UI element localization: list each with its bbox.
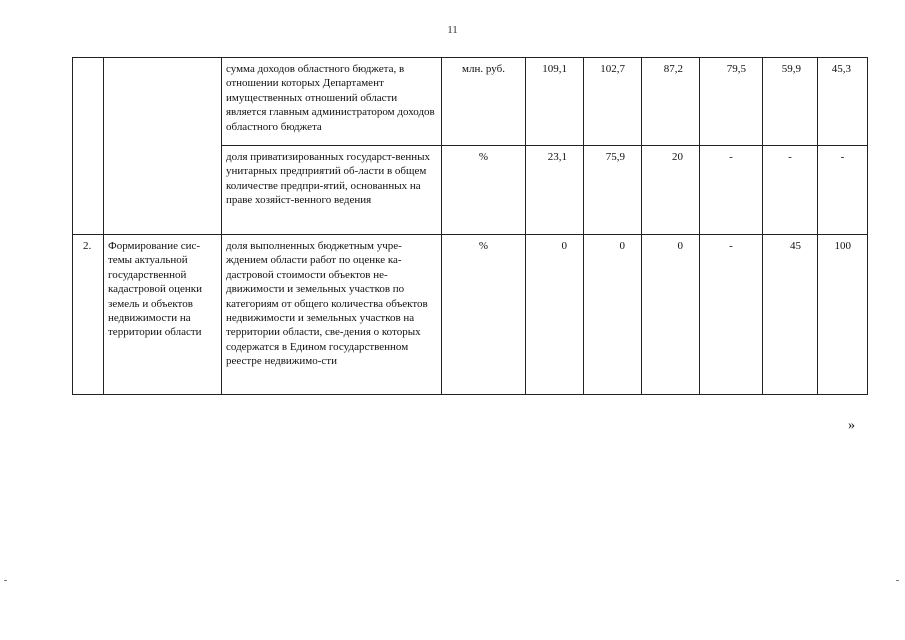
value-cell: 0	[526, 235, 584, 395]
page-number: 11	[447, 24, 458, 36]
row-index-cell: 2.	[73, 235, 104, 395]
value-cell: 100	[818, 235, 868, 395]
value-cell: 109,1	[526, 58, 584, 146]
value-cell: -	[700, 235, 763, 395]
value-cell: -	[700, 146, 763, 235]
measure-name-cell	[104, 58, 222, 235]
value-cell: 87,2	[642, 58, 700, 146]
value-cell: -	[818, 146, 868, 235]
indicator-cell: сумма доходов областного бюджета, в отношении которых Департамент имущественных отношений области является главным администратором доходов областного бюджета	[222, 58, 442, 146]
table-row	[73, 235, 868, 395]
value-cell: 45	[763, 235, 818, 395]
value-cell: -	[763, 146, 818, 235]
unit-cell: %	[442, 235, 526, 395]
unit-cell: млн. руб.	[442, 58, 526, 146]
unit-cell: %	[442, 146, 526, 235]
closing-quote: »	[848, 418, 855, 433]
scan-edge-mark	[896, 580, 899, 581]
indicator-cell: доля выполненных бюджетным учре-ждением области работ по оценке ка-дастровой стоимости объектов не-движимости и земельных участков по категориям от общего количества объектов недвижимости и земельных участков на территории области, све-дения о которых содержатся в Едином государственном реестре недвижимо-сти	[222, 235, 442, 395]
indicators-table	[72, 57, 868, 395]
table-row	[73, 58, 868, 146]
value-cell: 0	[642, 235, 700, 395]
value-cell: 102,7	[584, 58, 642, 146]
scan-edge-mark	[4, 580, 7, 581]
value-cell: 79,5	[700, 58, 763, 146]
value-cell: 59,9	[763, 58, 818, 146]
value-cell: 45,3	[818, 58, 868, 146]
measure-name-cell: Формирование сис-темы актуальной государственной кадастровой оценки земель и объектов недвижимости на территории области	[104, 235, 222, 395]
value-cell: 0	[584, 235, 642, 395]
value-cell: 23,1	[526, 146, 584, 235]
value-cell: 75,9	[584, 146, 642, 235]
indicator-cell: доля приватизированных государст-венных унитарных предприятий об-ласти в общем количестве предпри-ятий, основанных на праве хозяйст-венного ведения	[222, 146, 442, 235]
value-cell: 20	[642, 146, 700, 235]
row-index-cell	[73, 58, 104, 235]
